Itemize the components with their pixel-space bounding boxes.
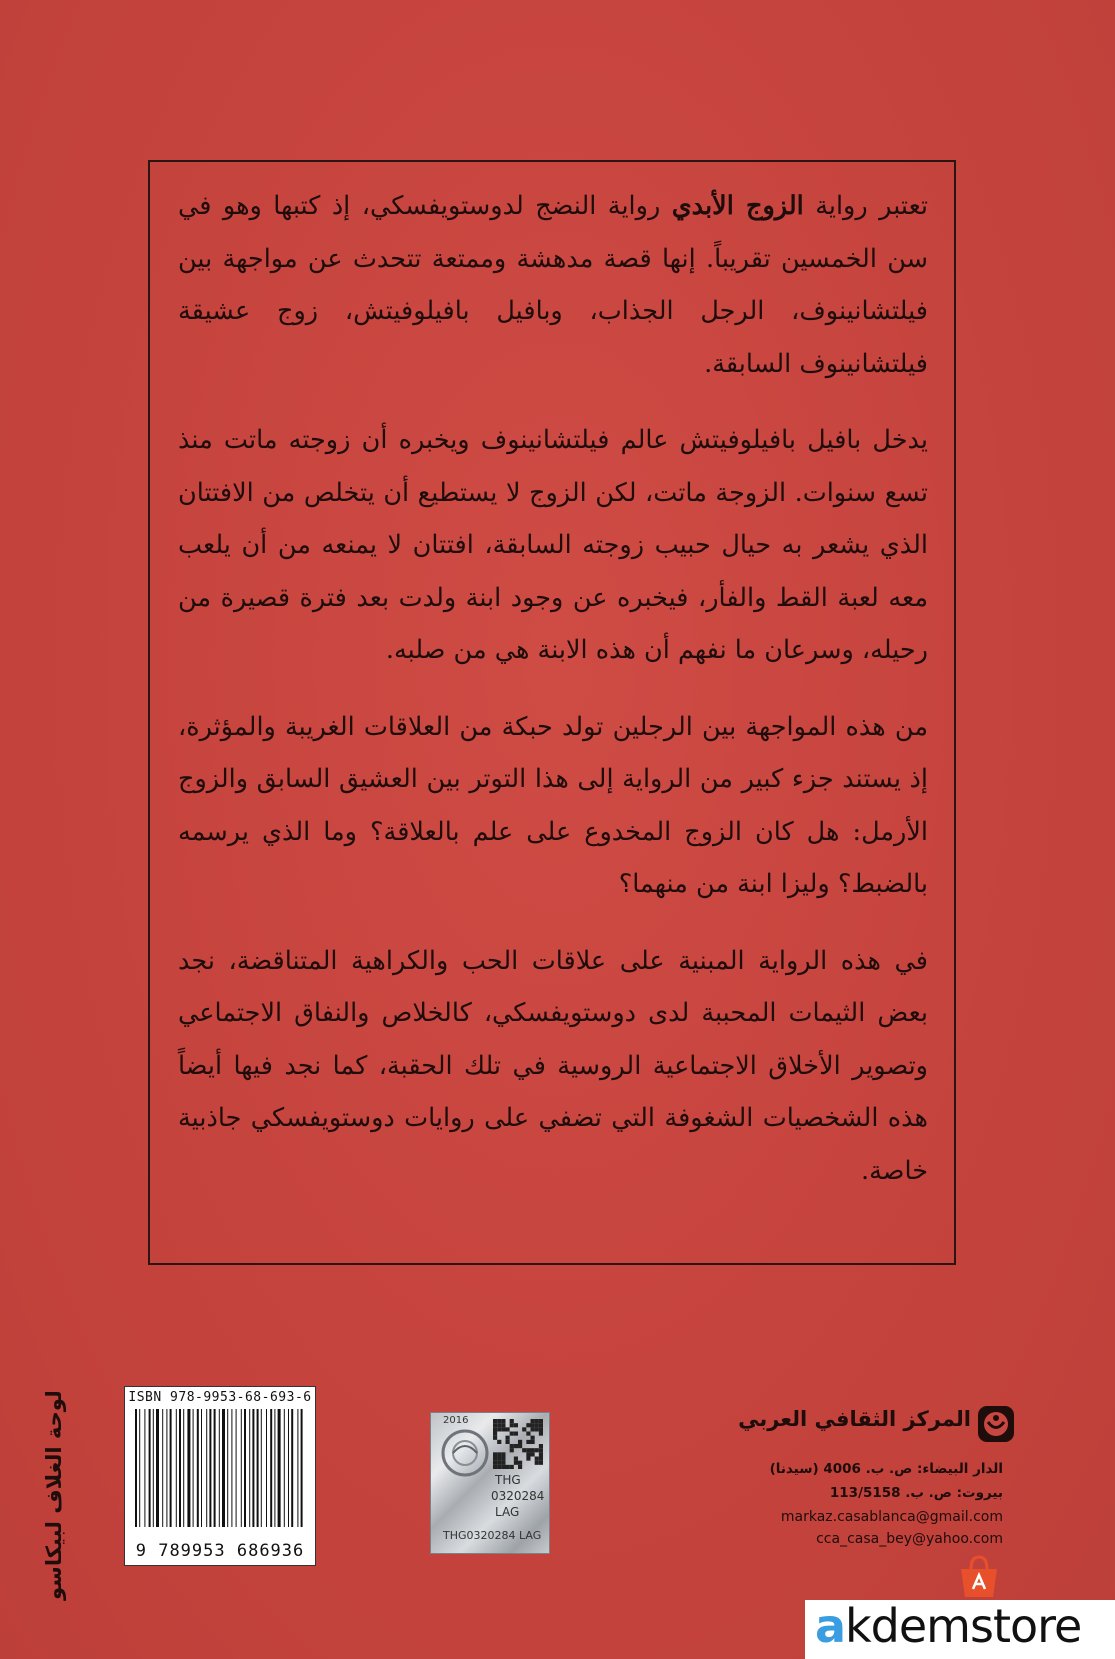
qr-module — [539, 1423, 543, 1427]
qr-module — [514, 1432, 518, 1436]
qr-module — [539, 1452, 543, 1456]
barcode-bar — [179, 1409, 181, 1527]
qr-module — [497, 1461, 501, 1465]
barcode-bar — [261, 1409, 262, 1527]
qr-module — [535, 1457, 539, 1461]
barcode-bar — [249, 1409, 250, 1527]
qr-module — [526, 1448, 530, 1452]
barcode-bar — [252, 1409, 254, 1527]
qr-module — [518, 1440, 522, 1444]
qr-module — [526, 1432, 530, 1436]
qr-module — [518, 1444, 522, 1448]
publisher-address-casablanca: الدار البيضاء: ص. ب. 4006 (سيدنا) — [769, 1461, 1003, 1477]
blurb-paragraph-3: من هذه المواجهة بين الرجلين تولد حبكة من العلاقات الغريبة والمؤثرة، إذ يستند جزء كبير من الرواية إلى هذا التوتر بين العشيق السابق والزوج الأرمل: هل كان الزوج المخدوع على علم بالعلاقة؟ وما الذي يرسمه بالضبط؟ وليزا ابنة من منهما؟ — [178, 711, 928, 899]
barcode-bar — [222, 1409, 225, 1527]
qr-module — [501, 1452, 505, 1456]
qr-module — [531, 1448, 535, 1452]
qr-module — [535, 1427, 539, 1431]
paragraph-1-rest: رواية النضج لدوستويفسكي، إذ كتبها وهو في سن الخمسين تقريباً. إنها قصة مدهشة وممتعة تتحدث عن مواجهة بين فيلتشانينوف، الرجل الجذاب، وبافيل بافيلوفيتش، زوج عشيقة فيلتشانينوف السابقة. — [178, 191, 928, 379]
barcode-bar — [209, 1409, 211, 1527]
barcode-bar — [257, 1409, 259, 1527]
barcode-bar — [206, 1409, 207, 1527]
barcode-bar — [219, 1409, 220, 1527]
hologram-code-3: LAG — [495, 1505, 520, 1519]
qr-module — [497, 1465, 501, 1469]
barcode-bar — [301, 1409, 303, 1527]
qr-module — [501, 1423, 505, 1427]
barcode-bar — [278, 1409, 281, 1527]
barcode-bar — [231, 1409, 232, 1527]
qr-module — [510, 1423, 514, 1427]
barcode-bar — [284, 1409, 285, 1527]
barcode-bar — [166, 1409, 167, 1527]
publisher-email-1: markaz.casablanca@gmail.com — [780, 1509, 1003, 1525]
qr-module — [531, 1423, 535, 1427]
barcode-bar — [156, 1409, 159, 1527]
qr-module — [526, 1457, 530, 1461]
qr-module — [506, 1440, 510, 1444]
barcode-bar — [297, 1409, 298, 1527]
qr-module — [510, 1444, 514, 1448]
qr-module — [514, 1423, 518, 1427]
qr-module — [535, 1461, 539, 1465]
publisher-logo-icon — [977, 1405, 1015, 1443]
publisher-name: المركز الثقافي العربي — [738, 1407, 971, 1431]
blurb-paragraph-1 — [178, 180, 928, 390]
barcode-bar — [187, 1409, 190, 1527]
qr-module — [501, 1457, 505, 1461]
qr-module — [531, 1436, 535, 1440]
publisher-block — [715, 1405, 1015, 1565]
qr-module — [539, 1432, 543, 1436]
barcode-bar — [214, 1409, 216, 1527]
qr-module — [497, 1419, 501, 1423]
barcode-bar — [149, 1409, 151, 1527]
qr-module — [493, 1436, 497, 1440]
qr-module — [497, 1457, 501, 1461]
qr-module — [501, 1419, 505, 1423]
blurb-paragraph-4: في هذه الرواية المبنية على علاقات الحب والكراهية المتناقضة، نجد بعض الثيمات المحببة لدى دوستويفسكي، كالخلاص والنفاق الاجتماعي وتصوير الأخلاق الاجتماعية الروسية في تلك الحقبة، كما نجد فيها أيضاً هذه الشخصيات الشغوفة التي تضفي على روايات دوستويفسكي جاذبية خاصة. — [178, 945, 928, 1186]
qr-module — [522, 1427, 526, 1431]
qr-module — [531, 1427, 535, 1431]
qr-module — [539, 1461, 543, 1465]
qr-module — [539, 1457, 543, 1461]
qr-code-icon — [493, 1419, 543, 1469]
ean-digits: 9 789953 686936 — [135, 1541, 305, 1561]
qr-module — [510, 1432, 514, 1436]
qr-module — [531, 1440, 535, 1444]
qr-module — [493, 1419, 497, 1423]
novel-title: الزوج الأبدي — [671, 191, 804, 221]
barcode-bar — [183, 1409, 184, 1527]
barcode-bar — [162, 1409, 163, 1527]
barcode-bar — [170, 1409, 172, 1527]
watermark-text: kdemstore — [845, 1599, 1082, 1653]
hologram-code-bottom: THG0320284 LAG — [443, 1529, 542, 1542]
cover-art-credit: لوحة الغلاف لبيكاسو — [42, 1390, 66, 1600]
isbn-label: ISBN 978-9953-68-693-6 — [128, 1390, 312, 1405]
blurb-text — [178, 180, 928, 1221]
qr-module — [535, 1448, 539, 1452]
hologram-sticker — [430, 1412, 550, 1554]
watermark-accent-letter: a — [815, 1599, 846, 1653]
qr-module — [518, 1465, 522, 1469]
qr-module — [510, 1419, 514, 1423]
qr-module — [493, 1457, 497, 1461]
barcode-bars — [133, 1409, 307, 1529]
qr-module — [535, 1419, 539, 1423]
qr-module — [506, 1465, 510, 1469]
qr-module — [506, 1436, 510, 1440]
hologram-code-2: 0320284 — [491, 1489, 545, 1503]
hologram-code-1: THG — [495, 1473, 521, 1487]
store-watermark — [815, 1599, 1081, 1653]
barcode-bar — [244, 1409, 246, 1527]
barcode-bar — [227, 1409, 228, 1527]
barcode-bar — [236, 1409, 237, 1527]
qr-module — [497, 1423, 501, 1427]
qr-module — [518, 1461, 522, 1465]
barcode-bar — [291, 1409, 293, 1527]
barcode-bar — [176, 1409, 177, 1527]
isbn-barcode — [124, 1386, 316, 1566]
qr-module — [493, 1461, 497, 1465]
barcode-bar — [135, 1409, 137, 1527]
qr-module — [514, 1461, 518, 1465]
qr-module — [493, 1423, 497, 1427]
qr-module — [506, 1427, 510, 1431]
qr-module — [497, 1440, 501, 1444]
qr-module — [526, 1440, 530, 1444]
qr-module — [522, 1448, 526, 1452]
barcode-bar — [266, 1409, 267, 1527]
qr-module — [497, 1427, 501, 1431]
qr-module — [526, 1452, 530, 1456]
qr-module — [539, 1419, 543, 1423]
qr-module — [531, 1452, 535, 1456]
store-bag-icon — [955, 1555, 1003, 1599]
blurb-paragraph-2: يدخل بافيل بافيلوفيتش عالم فيلتشانينوف ويخبره أن زوجته ماتت منذ تسع سنوات. الزوجة ماتت، لكن الزوج لا يستطيع أن يتخلص من الافتتان الذي يشعر به حيال حبيب زوجته السابقة، افتتان لا يمنعه من أن يلعب معه لعبة القط والفأر، فيخبره عن وجود ابنة ولدت بعد فترة قصيرة من رحيله، وسرعان ما نفهم أن هذه الابنة هي من صلبه. — [178, 425, 928, 665]
qr-module — [539, 1448, 543, 1452]
barcode-bar — [193, 1409, 194, 1527]
qr-module — [493, 1465, 497, 1469]
qr-module — [535, 1423, 539, 1427]
qr-module — [501, 1427, 505, 1431]
hologram-year: 2016 — [443, 1415, 469, 1426]
qr-module — [531, 1419, 535, 1423]
qr-module — [493, 1452, 497, 1456]
barcode-bar — [201, 1409, 202, 1527]
barcode-bar — [241, 1409, 242, 1527]
qr-module — [510, 1448, 514, 1452]
qr-module — [514, 1457, 518, 1461]
paragraph-1-intro: تعتبر رواية — [803, 191, 928, 221]
barcode-bar — [144, 1409, 145, 1527]
barcode-bar — [197, 1409, 199, 1527]
qr-module — [510, 1465, 514, 1469]
barcode-bar — [274, 1409, 275, 1527]
qr-module — [539, 1444, 543, 1448]
barcode-bar — [270, 1409, 272, 1527]
barcode-bar — [153, 1409, 154, 1527]
qr-module — [526, 1423, 530, 1427]
publisher-email-2: cca_casa_bey@yahoo.com — [816, 1531, 1003, 1547]
qr-module — [497, 1452, 501, 1456]
qr-module — [514, 1444, 518, 1448]
barcode-bar — [288, 1409, 289, 1527]
barcode-bar — [139, 1409, 140, 1527]
qr-module — [539, 1427, 543, 1431]
hologram-emblem-icon — [439, 1421, 491, 1481]
qr-module — [501, 1461, 505, 1465]
publisher-address-beirut: بيروت: ص. ب. 113/5158 — [829, 1485, 1003, 1501]
qr-module — [501, 1465, 505, 1469]
qr-module — [493, 1432, 497, 1436]
qr-module — [493, 1427, 497, 1431]
